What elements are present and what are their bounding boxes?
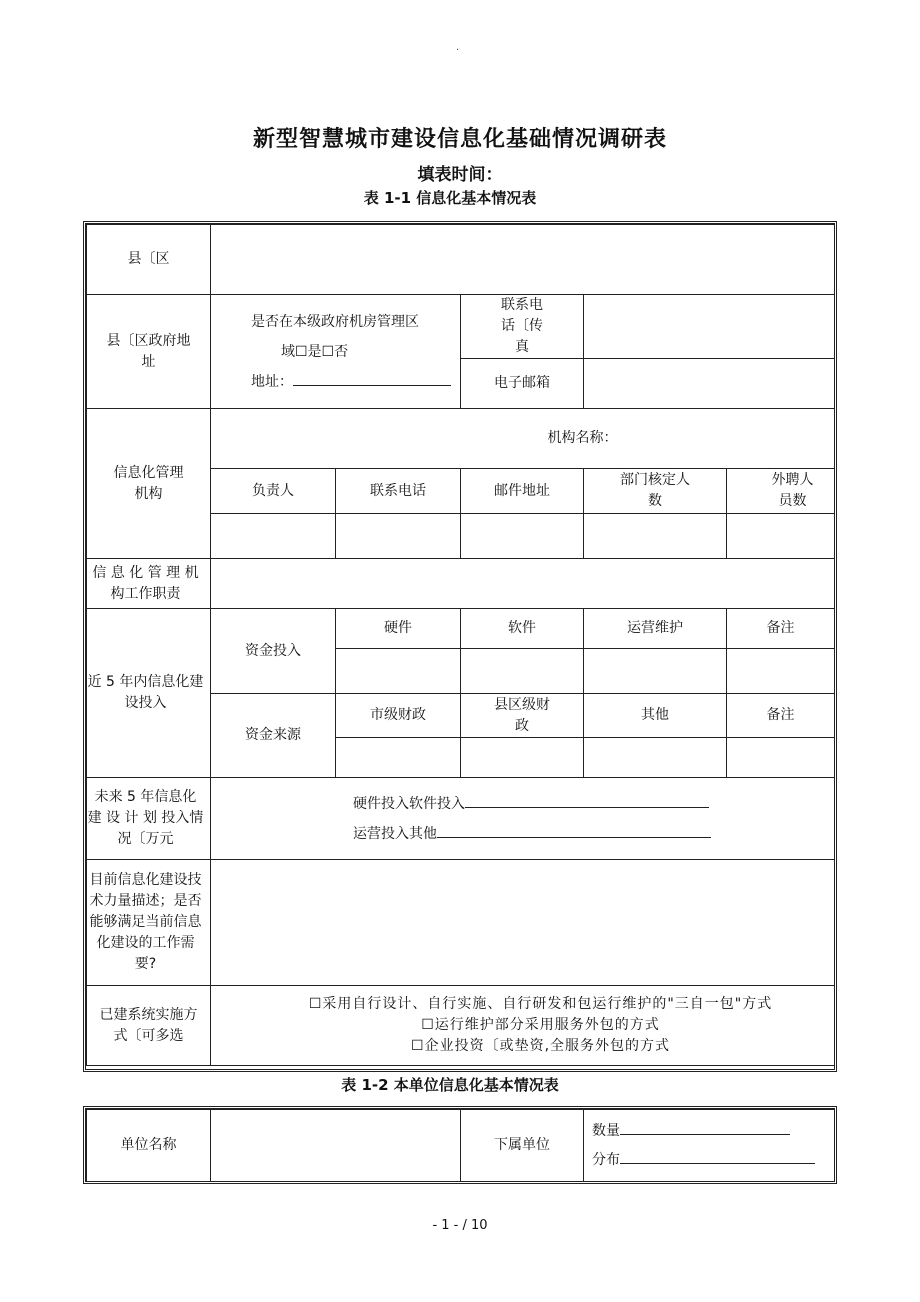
source-value-other[interactable] bbox=[584, 738, 727, 778]
future-line2-label: 运营投入其他 bbox=[353, 825, 437, 842]
source-value-city[interactable] bbox=[336, 738, 461, 778]
funding-label: 资金投入 bbox=[211, 609, 336, 694]
county-label: 县〔区 bbox=[87, 225, 211, 295]
gov-address-label: 县〔区政府地址 bbox=[87, 295, 211, 409]
funding-header-note: 备注 bbox=[727, 609, 835, 649]
distribution-field[interactable] bbox=[620, 1149, 815, 1164]
phone-fax-label: 联系电话〔传真 bbox=[461, 295, 584, 359]
unit-name-label: 单位名称 bbox=[87, 1110, 211, 1182]
org-value-head[interactable] bbox=[211, 514, 336, 559]
source-header-note: 备注 bbox=[727, 694, 835, 738]
impl-option-outsource-ops[interactable]: ☐运行维护部分采用服务外包的方式 bbox=[421, 1017, 660, 1033]
source-value-county[interactable] bbox=[461, 738, 584, 778]
invest5-label: 近 5 年内信息化建设投入 bbox=[87, 609, 211, 778]
county-value[interactable] bbox=[211, 225, 835, 295]
future-line1-label: 硬件投入软件投入 bbox=[353, 795, 465, 812]
page-number: - 1 - / 10 bbox=[432, 1218, 488, 1233]
impl-option-enterprise[interactable]: ☐企业投资〔或垫资,全服务外包的方式 bbox=[411, 1038, 671, 1054]
future-line1-field[interactable] bbox=[465, 793, 709, 808]
source-header-city: 市级财政 bbox=[336, 694, 461, 738]
source-header-county: 县区级财政 bbox=[461, 694, 584, 738]
table1-caption: 表 1-1 信息化基本情况表 bbox=[363, 189, 537, 207]
org-header-phone: 联系电话 bbox=[336, 469, 461, 514]
future-cell bbox=[211, 778, 835, 860]
funding-value-note[interactable] bbox=[727, 649, 835, 694]
info-basic-table bbox=[86, 224, 835, 1066]
quantity-label: 数量 bbox=[592, 1122, 620, 1139]
funding-header-hardware: 硬件 bbox=[336, 609, 461, 649]
org-label: 信息化管理机构 bbox=[87, 409, 211, 559]
impl-label: 已建系统实施方式〔可多选 bbox=[87, 986, 211, 1066]
address-label: 地址： bbox=[251, 373, 293, 390]
org-header-staff: 部门核定人数 bbox=[584, 469, 727, 514]
machine-room-cell bbox=[211, 295, 461, 409]
org-value-mail[interactable] bbox=[461, 514, 584, 559]
tech-value[interactable] bbox=[211, 860, 835, 986]
impl-option-self[interactable]: ☐采用自行设计、自行实施、自行研发和包运行维护的"三自一包"方式 bbox=[308, 996, 773, 1012]
distribution-label: 分布 bbox=[592, 1151, 620, 1168]
quantity-field[interactable] bbox=[620, 1120, 790, 1135]
org-value-phone[interactable] bbox=[336, 514, 461, 559]
org-name-label: 机构名称： bbox=[211, 409, 835, 469]
address-field[interactable] bbox=[293, 371, 451, 386]
tech-label: 目前信息化建设技术力量描述；是否能够满足当前信息化建设的工作需要? bbox=[87, 860, 211, 986]
org-value-staff[interactable] bbox=[584, 514, 727, 559]
unit-basic-table bbox=[86, 1109, 835, 1182]
phone-fax-value[interactable] bbox=[584, 295, 835, 359]
machine-room-options[interactable]: 域☐是☐否 bbox=[281, 343, 349, 360]
org-header-contract: 外聘人员数 bbox=[727, 469, 835, 514]
duty-value[interactable] bbox=[211, 559, 835, 609]
subunit-cell bbox=[584, 1110, 835, 1182]
duty-label: 信 息 化 管 理 机 构工作职责 bbox=[87, 559, 211, 609]
future-label: 未来 5 年信息化 建 设 计 划 投入情况〔万元 bbox=[87, 778, 211, 860]
unit-name-value[interactable] bbox=[211, 1110, 461, 1182]
funding-value-software[interactable] bbox=[461, 649, 584, 694]
source-value-note[interactable] bbox=[727, 738, 835, 778]
org-header-mail: 邮件地址 bbox=[461, 469, 584, 514]
impl-options-cell bbox=[211, 986, 835, 1066]
funding-header-ops: 运营维护 bbox=[584, 609, 727, 649]
table2-caption: 表 1-2 本单位信息化基本情况表 bbox=[341, 1076, 559, 1094]
source-header-other: 其他 bbox=[584, 694, 727, 738]
org-header-head: 负责人 bbox=[211, 469, 336, 514]
source-label: 资金来源 bbox=[211, 694, 336, 778]
org-value-contract[interactable] bbox=[727, 514, 835, 559]
page-title: 新型智慧城市建设信息化基础情况调研表 bbox=[252, 127, 667, 152]
email-value[interactable] bbox=[584, 359, 835, 409]
subunit-label: 下属单位 bbox=[461, 1110, 584, 1182]
funding-header-software: 软件 bbox=[461, 609, 584, 649]
funding-value-hardware[interactable] bbox=[336, 649, 461, 694]
machine-room-question: 是否在本级政府机房管理区 bbox=[251, 313, 419, 330]
email-label: 电子邮箱 bbox=[461, 359, 584, 409]
header-mark: . bbox=[456, 42, 460, 53]
fill-time: 填表时间： bbox=[417, 165, 503, 185]
funding-value-ops[interactable] bbox=[584, 649, 727, 694]
future-line2-field[interactable] bbox=[437, 823, 711, 838]
